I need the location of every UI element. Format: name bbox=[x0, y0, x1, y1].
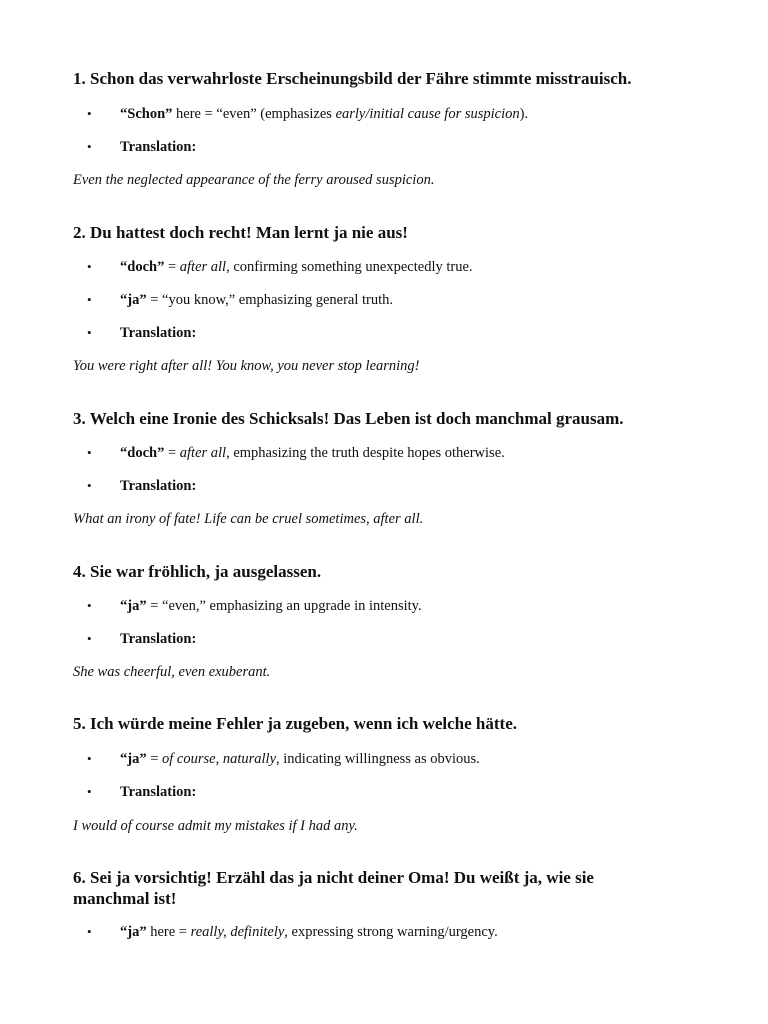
bullet-glyph: • bbox=[87, 259, 92, 274]
section-3-bullet-1 bbox=[87, 444, 505, 462]
translation-label: Translation: bbox=[120, 784, 197, 800]
translation-label: Translation: bbox=[120, 478, 197, 494]
section-3-translation: What an irony of fate! Life can be cruel sometimes, after all. bbox=[73, 511, 424, 527]
bullet-glyph: • bbox=[87, 751, 92, 766]
section-4-translation: She was cheerful, even exuberant. bbox=[73, 664, 271, 680]
separator: = bbox=[146, 292, 163, 308]
term: “ja” bbox=[120, 751, 147, 767]
bullet-glyph: • bbox=[87, 106, 92, 121]
bullet-glyph: • bbox=[87, 784, 92, 799]
gloss-text: “even” (emphasizes bbox=[216, 106, 336, 122]
section-1-bullet-2 bbox=[87, 138, 196, 156]
gloss-text-post: ). bbox=[519, 106, 529, 122]
section-5-heading: 5. Ich würde meine Fehler ja zugeben, wenn ich welche hätte. bbox=[73, 714, 517, 733]
term: “doch” bbox=[120, 445, 165, 461]
translation-label: Translation: bbox=[120, 631, 197, 647]
section-2-heading: 2. Du hattest doch recht! Man lernt ja nie aus! bbox=[73, 223, 408, 242]
gloss-text: “even,” emphasizing an upgrade in intensity. bbox=[162, 598, 422, 614]
bullet-glyph: • bbox=[87, 598, 92, 613]
section-3-heading: 3. Welch eine Ironie des Schicksals! Das Leben ist doch manchmal grausam. bbox=[73, 409, 624, 428]
term: “doch” bbox=[120, 259, 165, 275]
separator: = bbox=[164, 259, 180, 275]
gloss-text-post: , indicating willingness as obvious. bbox=[276, 751, 480, 767]
section-4-bullet-2 bbox=[87, 630, 196, 648]
term: “ja” bbox=[120, 924, 147, 940]
gloss-italic: early/initial cause for suspicion bbox=[335, 106, 520, 122]
gloss-text-post: , confirming something unexpectedly true. bbox=[226, 259, 473, 275]
separator: here = bbox=[172, 106, 217, 122]
translation-label: Translation: bbox=[120, 325, 197, 341]
term: “ja” bbox=[120, 292, 147, 308]
section-1-bullet-1 bbox=[87, 105, 528, 123]
gloss-italic: after all bbox=[179, 259, 227, 275]
bullet-glyph: • bbox=[87, 139, 92, 154]
term: “Schon” bbox=[120, 106, 173, 122]
separator: = bbox=[164, 445, 180, 461]
section-2-bullet-3 bbox=[87, 324, 196, 342]
section-1-heading: 1. Schon das verwahrloste Erscheinungsbild der Fähre stimmte misstrauisch. bbox=[73, 69, 632, 88]
section-5-translation: I would of course admit my mistakes if I had any. bbox=[73, 818, 358, 834]
gloss-text-post: , emphasizing the truth despite hopes otherwise. bbox=[226, 445, 505, 461]
section-5-bullet-1 bbox=[87, 750, 480, 768]
bullet-glyph: • bbox=[87, 924, 92, 939]
gloss-italic: after all bbox=[179, 445, 227, 461]
section-6-heading: 6. Sei ja vorsichtig! Erzähl das ja nicht deiner Oma! Du weißt ja, wie sie manchmal ist! bbox=[73, 868, 594, 908]
gloss-text-post: , expressing strong warning/urgency. bbox=[284, 924, 498, 940]
bullet-glyph: • bbox=[87, 445, 92, 460]
bullet-glyph: • bbox=[87, 478, 92, 493]
separator: = bbox=[146, 751, 163, 767]
section-4-heading: 4. Sie war fröhlich, ja ausgelassen. bbox=[73, 562, 322, 581]
section-5-bullet-2 bbox=[87, 783, 196, 801]
gloss-italic: really, definitely bbox=[190, 924, 285, 940]
separator: = bbox=[146, 598, 163, 614]
section-2-bullet-1 bbox=[87, 258, 473, 276]
bullet-glyph: • bbox=[87, 631, 92, 646]
section-2-translation: You were right after all! You know, you never stop learning! bbox=[73, 358, 420, 374]
section-2-bullet-2 bbox=[87, 291, 393, 309]
gloss-text: “you know,” emphasizing general truth. bbox=[162, 292, 394, 308]
section-6-bullet-1 bbox=[87, 923, 498, 941]
section-1-translation: Even the neglected appearance of the ferry aroused suspicion. bbox=[73, 172, 435, 188]
section-3-bullet-2 bbox=[87, 477, 196, 495]
translation-label: Translation: bbox=[120, 139, 197, 155]
section-4-bullet-1 bbox=[87, 597, 422, 615]
term: “ja” bbox=[120, 598, 147, 614]
bullet-glyph: • bbox=[87, 325, 92, 340]
gloss-italic: of course, naturally bbox=[162, 751, 277, 767]
bullet-glyph: • bbox=[87, 292, 92, 307]
separator: here = bbox=[146, 924, 191, 940]
